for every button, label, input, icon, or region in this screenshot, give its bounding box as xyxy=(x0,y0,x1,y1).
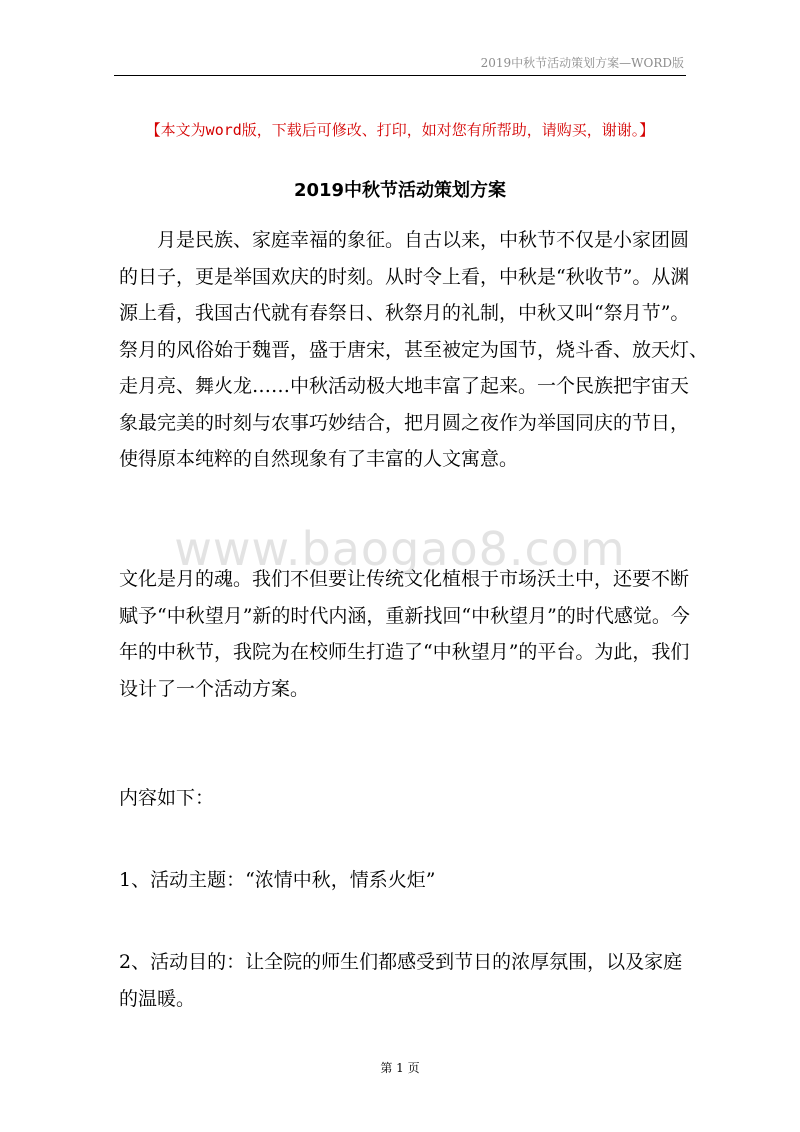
paragraph-line: 源上看，我国古代就有春祭日、秋祭月的礼制，中秋又叫“祭月节”。 xyxy=(119,302,690,324)
watermark: www.baogao8.com xyxy=(174,522,626,576)
page-number: 第 1 页 xyxy=(380,1061,420,1075)
content-intro xyxy=(119,780,691,817)
paragraph-line: 1、活动主题：“浓情中秋，情系火炬” xyxy=(119,869,436,891)
intro-paragraph xyxy=(119,222,709,478)
paragraph-line: 赋予“中秋望月”新的时代内涵，重新找回“中秋望月”的时代感觉。今 xyxy=(119,604,690,627)
paragraph-line: 2、活动目的：让全院的师生们都感受到节日的浓厚氛围，以及家庭 xyxy=(119,951,683,973)
purchase-notice: 【本文为word版，下载后可修改、打印，如对您有所帮助，请购买，谢谢。】 xyxy=(145,121,655,139)
paragraph-line: 设计了一个活动方案。 xyxy=(119,677,310,700)
list-item-theme xyxy=(119,862,691,899)
header-divider xyxy=(114,75,686,76)
paragraph-line: 走月亮、舞火龙……中秋活动极大地丰富了起来。一个民族把宇宙天 xyxy=(119,375,690,397)
page-header-text: 2019中秋节活动策划方案—WORD版 xyxy=(480,56,684,70)
culture-paragraph xyxy=(119,561,691,707)
paragraph-line: 祭月的风俗始于魏晋，盛于唐宋，甚至被定为国节，烧斗香、放天灯、 xyxy=(119,338,709,361)
paragraph-line: 的温暖。 xyxy=(119,987,196,1010)
document-title: 2019中秋节活动策划方案 xyxy=(293,180,507,201)
paragraph-line: 象最完美的时刻与农事巧妙结合，把月圆之夜作为举国同庆的节日， xyxy=(119,411,690,434)
paragraph-line: 使得原本纯粹的自然现象有了丰富的人文寓意。 xyxy=(119,448,519,470)
paragraph-line: 月是民族、家庭幸福的象征。自古以来，中秋节不仅是小家团圆 xyxy=(119,229,690,251)
paragraph-line: 内容如下： xyxy=(119,787,215,809)
paragraph-line: 的日子，更是举国欢庆的时刻。从时令上看，中秋是“秋收节”。从渊 xyxy=(119,265,690,288)
paragraph-line: 文化是月的魂。我们不但要让传统文化植根于市场沃土中，还要不断 xyxy=(119,568,690,590)
paragraph-line: 年的中秋节，我院为在校师生打造了“中秋望月”的平台。为此，我们 xyxy=(119,641,690,663)
list-item-purpose xyxy=(119,944,691,1017)
